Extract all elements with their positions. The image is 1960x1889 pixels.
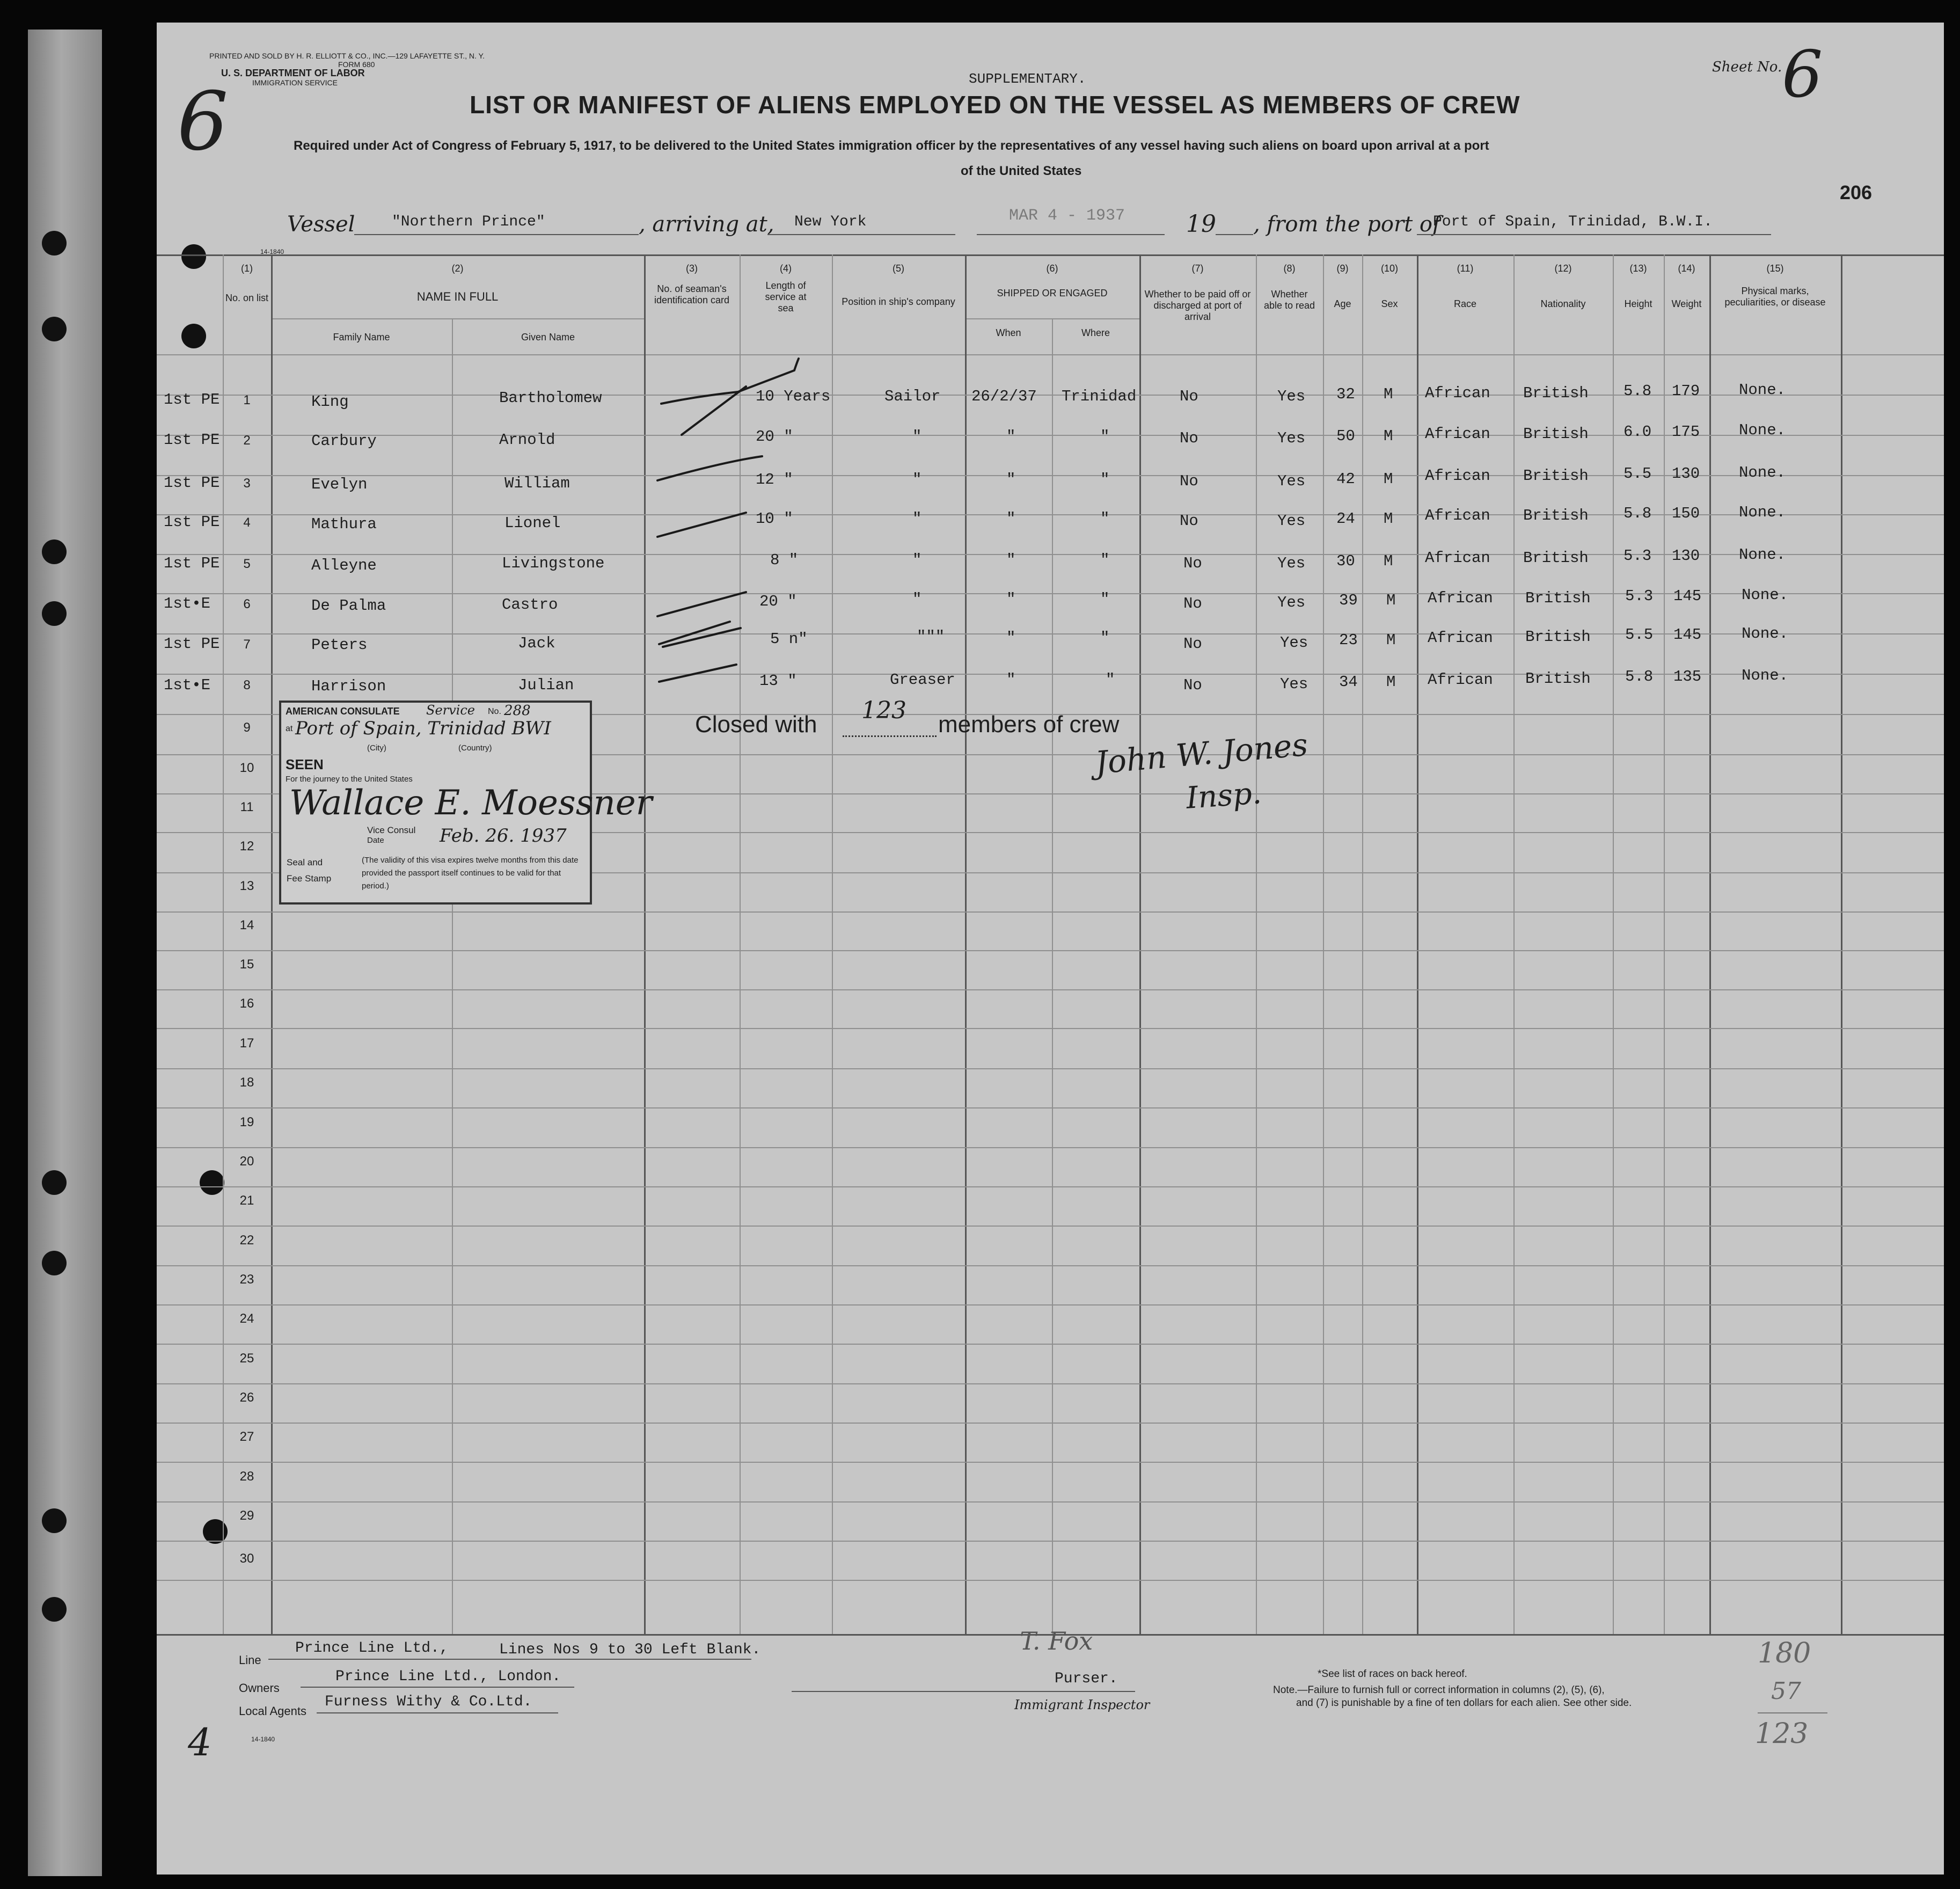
paid-off: No <box>1180 512 1198 530</box>
stamp-journey: For the journey to the United States <box>286 775 413 784</box>
from-port: Port of Spain, Trinidad, B.W.I. <box>1433 214 1713 230</box>
bottom-mark: 4 <box>188 1720 212 1764</box>
row-number: 28 <box>239 1469 254 1484</box>
row-number: 18 <box>239 1075 254 1090</box>
row-number: 3 <box>243 476 251 491</box>
service-length: 10 Years <box>756 388 831 405</box>
row-number: 27 <box>239 1429 254 1444</box>
row-prefix: 1st PE <box>164 635 220 653</box>
weight: 130 <box>1672 547 1700 565</box>
shipped-when: " <box>1006 629 1016 647</box>
row-number: 9 <box>243 720 251 735</box>
tally-2: 57 <box>1771 1678 1801 1705</box>
stamp-vice-consul: Vice Consul <box>367 825 416 835</box>
shipped-when: " <box>1006 551 1016 569</box>
col-11-label: Race <box>1453 298 1477 309</box>
closed-with-suffix: members of crew <box>938 711 1120 738</box>
col-2-family-label: Family Name <box>333 332 390 342</box>
row-number: 15 <box>239 957 254 972</box>
footer-line-label: Line <box>239 1653 261 1667</box>
consulate-visa-stamp <box>279 701 653 905</box>
purser-label: Purser. <box>1055 1671 1118 1687</box>
physical-marks: None. <box>1739 464 1786 482</box>
col-1-label: No. on list <box>225 293 269 303</box>
row-number: 11 <box>240 800 254 814</box>
shipped-when: 26/2/37 <box>971 388 1037 405</box>
col-7-number: (7) <box>1191 263 1204 274</box>
paid-off: No <box>1183 555 1202 572</box>
sex: M <box>1386 592 1396 609</box>
col-13-label: Height <box>1624 298 1652 309</box>
col-9-number: (9) <box>1336 263 1349 274</box>
footer-note-line-2: and (7) is punishable by a fine of ten dollars for each alien. See other side. <box>1296 1697 1632 1709</box>
row-prefix: 1st•E <box>164 595 211 612</box>
stamp-fee-label: Fee Stamp <box>287 873 332 884</box>
given-name: Castro <box>502 596 558 614</box>
arriving-port: New York <box>794 214 867 230</box>
family-name: Mathura <box>311 515 377 533</box>
row-number: 7 <box>243 637 251 652</box>
year-label: 19 <box>1186 210 1216 238</box>
height: 5.3 <box>1623 547 1652 565</box>
shipped-where: Trinidad <box>1062 388 1137 405</box>
col-11-number: (11) <box>1457 263 1474 274</box>
physical-marks: None. <box>1739 546 1786 564</box>
race: African <box>1425 384 1490 402</box>
weight: 145 <box>1673 587 1702 605</box>
family-name: King <box>311 393 349 411</box>
form-number: FORM 680 <box>338 60 375 69</box>
row-prefix: 1st PE <box>164 391 220 409</box>
stamp-date-label: Date <box>367 836 384 845</box>
shipped-where: " <box>1100 629 1110 647</box>
row-number: 10 <box>239 761 254 775</box>
col-12-label: Nationality <box>1540 298 1586 309</box>
family-name: Carbury <box>311 432 377 450</box>
family-name: Alleyne <box>311 557 377 574</box>
stamp-country-label: (Country) <box>458 743 492 753</box>
given-name: William <box>504 475 570 492</box>
col-2-number: (2) <box>451 263 464 274</box>
nationality: British <box>1523 549 1589 567</box>
corner-sheet-mark: 6 <box>177 75 229 169</box>
age: 24 <box>1336 510 1355 528</box>
service-length: 10 " <box>756 510 793 528</box>
closed-with-label: Closed with <box>695 711 817 738</box>
physical-marks: None. <box>1739 504 1786 521</box>
tally-1: 180 <box>1758 1637 1811 1669</box>
col-6-number: (6) <box>1046 263 1058 274</box>
weight: 150 <box>1672 505 1700 522</box>
col-1-number: (1) <box>241 263 253 274</box>
footer-races-note: *See list of races on back hereof. <box>1318 1668 1467 1680</box>
paid-off: No <box>1180 388 1198 405</box>
footer-agents-label: Local Agents <box>239 1704 306 1718</box>
nationality: British <box>1523 425 1589 443</box>
row-number: 8 <box>243 678 251 692</box>
row-number: 19 <box>239 1115 254 1129</box>
row-prefix: 1st PE <box>164 431 220 449</box>
nationality: British <box>1523 384 1589 402</box>
stamp-signature: Wallace E. Moessner <box>289 783 653 823</box>
nationality: British <box>1525 589 1591 607</box>
physical-marks: None. <box>1742 667 1789 684</box>
row-number: 6 <box>243 597 251 611</box>
subtitle-line-2: of the United States <box>961 164 1082 178</box>
nationality: British <box>1525 628 1591 646</box>
service-length: 12 " <box>756 471 793 488</box>
stamp-date-value: Feb. 26. 1937 <box>440 825 567 847</box>
footer-lines-note: Lines Nos 9 to 30 Left Blank. <box>499 1642 761 1658</box>
weight: 130 <box>1672 465 1700 483</box>
row-number: 26 <box>239 1390 254 1405</box>
paid-off: No <box>1183 676 1202 694</box>
shipped-where: " <box>1106 671 1115 689</box>
stamp-place: Port of Spain, Trinidad BWI <box>295 718 551 739</box>
shipped-when: " <box>1006 510 1016 528</box>
stamp-header: AMERICAN CONSULATE <box>286 706 400 717</box>
family-name: Peters <box>311 636 368 654</box>
row-number: 21 <box>239 1193 254 1208</box>
col-8-label: Whether able to read <box>1263 289 1315 311</box>
shipped-when: " <box>1006 671 1016 689</box>
service-name: IMMIGRATION SERVICE <box>252 78 338 87</box>
service-length: 13 " <box>759 672 797 690</box>
race: African <box>1425 549 1490 567</box>
col-3-number: (3) <box>686 263 698 274</box>
col-2-label: NAME IN FULL <box>416 290 499 303</box>
sex: M <box>1384 427 1393 445</box>
position: " <box>912 590 922 608</box>
sheet-number: 6 <box>1782 38 1823 112</box>
stamp-at: at <box>286 724 293 733</box>
col-3-label: No. of seaman's identification card <box>654 283 730 305</box>
closed-with-count: 123 <box>861 697 906 724</box>
able-to-read: Yes <box>1277 429 1306 447</box>
col-2-given-label: Given Name <box>521 332 575 342</box>
footer-note-line-1: Note.—Failure to furnish full or correct information in columns (2), (5), (6), <box>1273 1684 1605 1696</box>
sex: M <box>1384 552 1393 570</box>
height: 5.8 <box>1623 505 1652 522</box>
col-15-label: Physical marks, peculiarities, or disease <box>1724 286 1826 308</box>
page-title: LIST OR MANIFEST OF ALIENS EMPLOYED ON THE VESSEL AS MEMBERS OF CREW <box>470 91 1520 119</box>
supplementary-label: SUPPLEMENTARY. <box>969 71 1086 87</box>
row-number: 30 <box>239 1551 254 1566</box>
height: 5.8 <box>1625 668 1654 685</box>
row-number: 25 <box>239 1351 254 1366</box>
given-name: Bartholomew <box>499 389 602 407</box>
immigrant-inspector-label: Immigrant Inspector <box>1014 1697 1150 1712</box>
col-14-number: (14) <box>1678 263 1695 274</box>
col-8-number: (8) <box>1283 263 1296 274</box>
position: " <box>912 551 922 569</box>
col-6-label: SHIPPED OR ENGAGED <box>997 288 1108 298</box>
physical-marks: None. <box>1739 381 1786 399</box>
family-name: Harrison <box>311 677 386 695</box>
able-to-read: Yes <box>1277 388 1306 405</box>
page-number: 206 <box>1840 181 1873 203</box>
nationality: British <box>1523 507 1589 524</box>
arriving-label: , arriving at, <box>639 212 774 237</box>
col-6-where-label: Where <box>1081 327 1110 338</box>
stamp-seen: SEEN <box>286 756 324 772</box>
col-10-label: Sex <box>1381 298 1398 309</box>
paid-off: No <box>1183 595 1202 612</box>
col-9-label: Age <box>1334 298 1351 309</box>
able-to-read: Yes <box>1280 634 1308 652</box>
col-13-number: (13) <box>1629 263 1647 274</box>
row-number: 22 <box>239 1233 254 1248</box>
age: 30 <box>1336 552 1355 570</box>
stamp-city-label: (City) <box>367 743 386 753</box>
position: " <box>912 471 922 488</box>
weight: 179 <box>1672 382 1700 400</box>
form-code: 14-1840 <box>260 248 284 256</box>
paid-off: No <box>1183 635 1202 653</box>
position: Greaser <box>890 671 955 689</box>
nationality: British <box>1525 670 1591 688</box>
nationality: British <box>1523 467 1589 485</box>
row-number: 13 <box>239 879 254 893</box>
position: " <box>912 510 922 528</box>
col-6-when-label: When <box>996 327 1021 338</box>
shipped-where: " <box>1100 510 1110 528</box>
position: Sailor <box>884 388 941 405</box>
row-number: 24 <box>239 1311 254 1326</box>
shipped-where: " <box>1100 428 1110 446</box>
row-number: 29 <box>239 1508 254 1523</box>
race: African <box>1428 589 1493 607</box>
able-to-read: Yes <box>1277 555 1306 572</box>
row-number: 12 <box>239 839 254 854</box>
given-name: Jack <box>518 634 555 652</box>
race: African <box>1425 507 1490 524</box>
given-name: Lionel <box>504 514 561 532</box>
height: 5.5 <box>1623 465 1652 483</box>
row-number: 14 <box>239 918 254 932</box>
row-prefix: 1st PE <box>164 513 220 531</box>
sex: M <box>1384 470 1393 488</box>
age: 23 <box>1339 631 1358 649</box>
family-name: De Palma <box>311 597 386 615</box>
service-length: 20 " <box>759 593 797 610</box>
physical-marks: None. <box>1742 625 1789 643</box>
col-5-label: Position in ship's company <box>842 296 955 307</box>
height: 5.8 <box>1623 382 1652 400</box>
physical-marks: None. <box>1742 586 1789 604</box>
row-number: 1 <box>243 393 251 407</box>
height: 5.5 <box>1625 626 1654 644</box>
given-name: Arnold <box>499 431 555 449</box>
stamp-validity: (The validity of this visa expires twelve months from this date provided the passport itself continues to be valid for that period.) <box>362 856 579 891</box>
row-number: 2 <box>243 433 251 448</box>
row-number: 23 <box>239 1272 254 1287</box>
service-length: 20 " <box>756 428 793 446</box>
sex: M <box>1384 385 1393 403</box>
sex: M <box>1384 510 1393 528</box>
stamp-no-label: No. <box>488 707 501 716</box>
age: 50 <box>1336 427 1355 445</box>
footer-line-value: Prince Line Ltd., <box>295 1640 449 1657</box>
row-number: 20 <box>239 1154 254 1169</box>
given-name: Livingstone <box>502 555 605 572</box>
age: 39 <box>1339 592 1358 609</box>
race: African <box>1428 671 1493 689</box>
sex: M <box>1386 673 1396 691</box>
col-7-label: Whether to be paid off or discharged at port of arrival <box>1144 289 1251 322</box>
family-name: Evelyn <box>311 476 368 493</box>
col-15-number: (15) <box>1766 263 1784 274</box>
shipped-when: " <box>1006 428 1016 446</box>
physical-marks: None. <box>1739 421 1786 439</box>
shipped-when: " <box>1006 471 1016 488</box>
row-number: 16 <box>239 996 254 1011</box>
inspector-signature: John W. Jones <box>1093 726 1310 782</box>
stamp-no-value: 288 <box>504 703 531 719</box>
age: 42 <box>1336 470 1355 488</box>
col-10-number: (10) <box>1380 263 1398 274</box>
weight: 145 <box>1673 626 1702 644</box>
given-name: Julian <box>518 676 574 694</box>
age: 32 <box>1336 385 1355 403</box>
footer-agents-value: Furness Withy & Co.Ltd. <box>325 1694 532 1710</box>
shipped-where: " <box>1100 590 1110 608</box>
form-code-bottom: 14-1840 <box>251 1735 275 1743</box>
shipped-where: " <box>1100 551 1110 569</box>
stamp-seal-label: Seal and <box>287 857 323 867</box>
age: 34 <box>1339 673 1358 691</box>
printer-line: PRINTED AND SOLD BY H. R. ELLIOTT & CO., INC.—129 LAFAYETTE ST., N. Y. <box>209 52 485 60</box>
paid-off: No <box>1180 472 1198 490</box>
vessel-label: Vessel <box>287 212 355 237</box>
able-to-read: Yes <box>1277 472 1306 490</box>
height: 6.0 <box>1623 423 1652 441</box>
service-length: 8 " <box>770 551 799 569</box>
height: 5.3 <box>1625 587 1654 605</box>
able-to-read: Yes <box>1280 675 1308 693</box>
able-to-read: Yes <box>1277 594 1306 611</box>
tally-3: 123 <box>1755 1718 1809 1750</box>
row-prefix: 1st PE <box>164 555 220 572</box>
inspector-title: Insp. <box>1184 776 1263 816</box>
sheet-label: Sheet No. <box>1712 59 1782 75</box>
shipped-when: " <box>1006 590 1016 608</box>
row-prefix: 1st PE <box>164 474 220 492</box>
purser-signature: T. Fox <box>1020 1627 1093 1655</box>
weight: 135 <box>1673 668 1702 685</box>
row-number: 4 <box>243 515 251 530</box>
race: African <box>1425 425 1490 443</box>
sex: M <box>1386 631 1396 649</box>
footer-owners-value: Prince Line Ltd., London. <box>335 1668 561 1685</box>
col-4-number: (4) <box>780 263 792 274</box>
col-5-number: (5) <box>893 263 904 274</box>
vessel-name: "Northern Prince" <box>392 214 545 230</box>
race: African <box>1425 467 1490 485</box>
subtitle-line-1: Required under Act of Congress of February 5, 1917, to be delivered to the United States immigration officer by the representatives of any vessel having such aliens on board upon arrival at a port <box>294 138 1489 153</box>
row-number: 5 <box>243 557 251 571</box>
weight: 175 <box>1672 423 1700 441</box>
paid-off: No <box>1180 429 1198 447</box>
row-prefix: 1st•E <box>164 676 211 694</box>
from-port-label: , from the port of <box>1253 212 1440 237</box>
race: African <box>1428 629 1493 647</box>
shipped-where: " <box>1100 471 1110 488</box>
col-12-number: (12) <box>1554 263 1572 274</box>
department-name: U. S. DEPARTMENT OF LABOR <box>221 68 365 78</box>
col-14-label: Weight <box>1671 298 1702 309</box>
able-to-read: Yes <box>1277 512 1306 530</box>
service-length: 5 n" <box>770 630 808 648</box>
stamp-service: Service <box>426 703 475 718</box>
row-number: 17 <box>239 1036 254 1051</box>
position: " <box>912 428 922 446</box>
position: """ <box>917 628 945 646</box>
arrival-date-stamp: MAR 4 - 1937 <box>1009 207 1125 225</box>
col-4-label: Length of service at sea <box>765 280 807 313</box>
footer-owners-label: Owners <box>239 1681 280 1695</box>
